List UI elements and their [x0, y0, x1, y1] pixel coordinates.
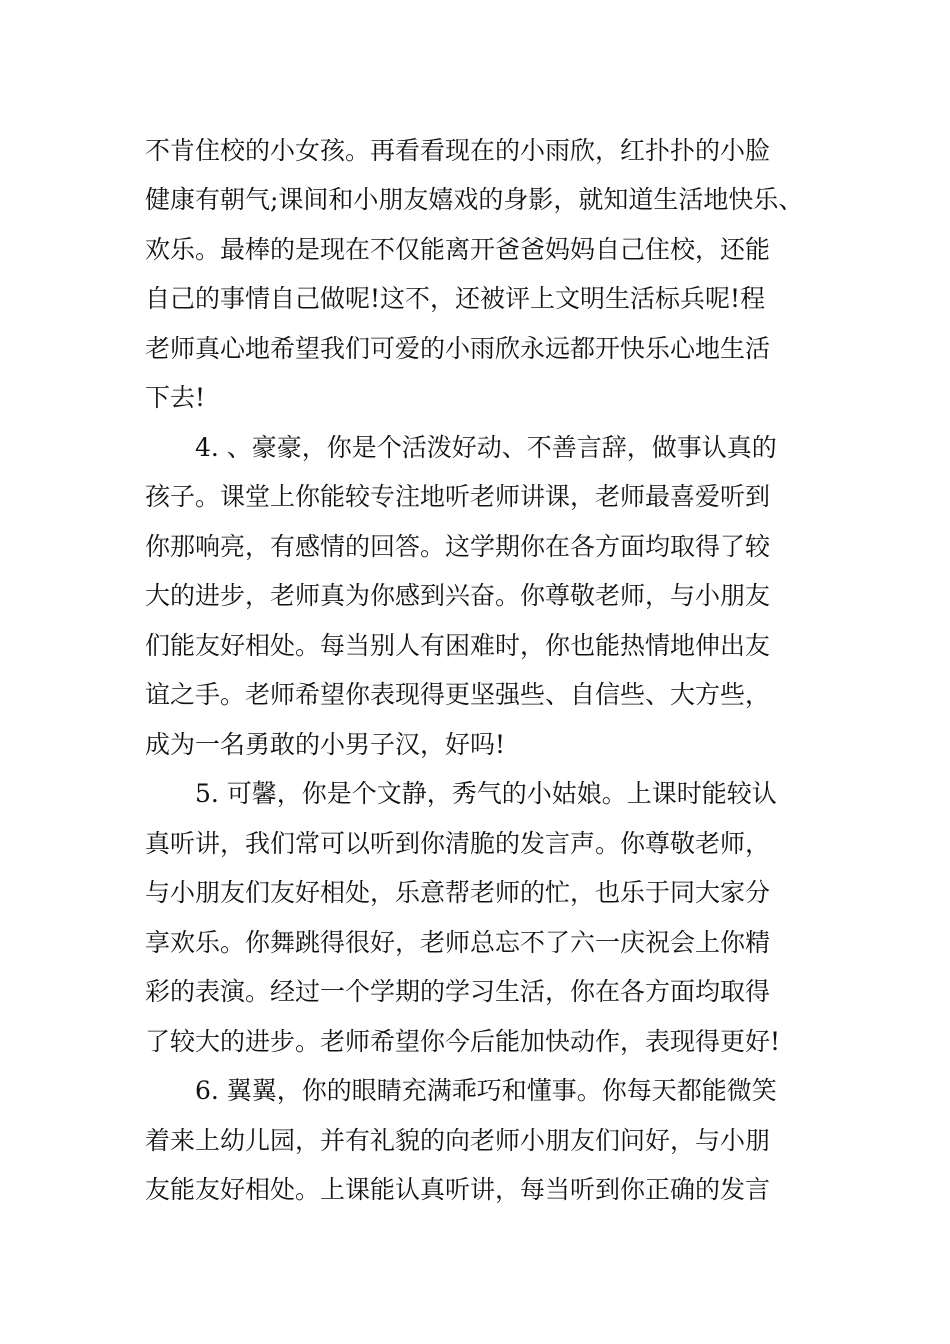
- text-line: 健康有朝气;课间和小朋友嬉戏的身影，就知道生活地快乐、: [145, 185, 804, 214]
- text-line: 与小朋友们友好相处，乐意帮老师的忙，也乐于同大家分: [145, 878, 771, 907]
- text-line: 4. 、豪豪，你是个活泼好动、不善言辞，做事认真的: [195, 433, 777, 462]
- text-line: 5. 可馨，你是个文静，秀气的小姑娘。上课时能较认: [195, 779, 777, 808]
- text-line: 自己的事情自己做呢!这不，还被评上文明生活标兵呢!程: [145, 284, 766, 313]
- text-line: 孩子。课堂上你能较专注地听老师讲课，老师最喜爱听到: [145, 482, 771, 511]
- text-line: 了较大的进步。老师希望你今后能加快动作，表现得更好!: [145, 1027, 781, 1056]
- text-line: 着来上幼儿园，并有礼貌的向老师小朋友们问好，与小朋: [145, 1126, 771, 1155]
- text-line: 成为一名勇敢的小男子汉，好吗!: [145, 730, 506, 759]
- text-line: 大的进步，老师真为你感到兴奋。你尊敬老师，与小朋友: [145, 581, 771, 610]
- text-line: 彩的表演。经过一个学期的学习生活，你在各方面均取得: [145, 977, 771, 1006]
- text-line: 6. 翼翼，你的眼睛充满乖巧和懂事。你每天都能微笑: [195, 1076, 777, 1105]
- text-line: 欢乐。最棒的是现在不仅能离开爸爸妈妈自己住校，还能: [145, 235, 771, 264]
- text-line: 友能友好相处。上课能认真听讲，每当听到你正确的发言: [145, 1175, 771, 1204]
- text-line: 真听讲，我们常可以听到你清脆的发言声。你尊敬老师，: [145, 829, 771, 858]
- text-line: 们能友好相处。每当别人有困难时，你也能热情地伸出友: [145, 631, 771, 660]
- text-line: 不肯住校的小女孩。再看看现在的小雨欣，红扑扑的小脸: [145, 136, 771, 165]
- text-line: 老师真心地希望我们可爱的小雨欣永远都开快乐心地生活: [145, 334, 771, 363]
- text-line: 下去!: [145, 383, 206, 412]
- text-line: 享欢乐。你舞跳得很好，老师总忘不了六一庆祝会上你精: [145, 928, 771, 957]
- text-line: 你那响亮，有感情的回答。这学期你在各方面均取得了较: [145, 532, 771, 561]
- text-line: 谊之手。老师希望你表现得更坚强些、自信些、大方些，: [145, 680, 771, 709]
